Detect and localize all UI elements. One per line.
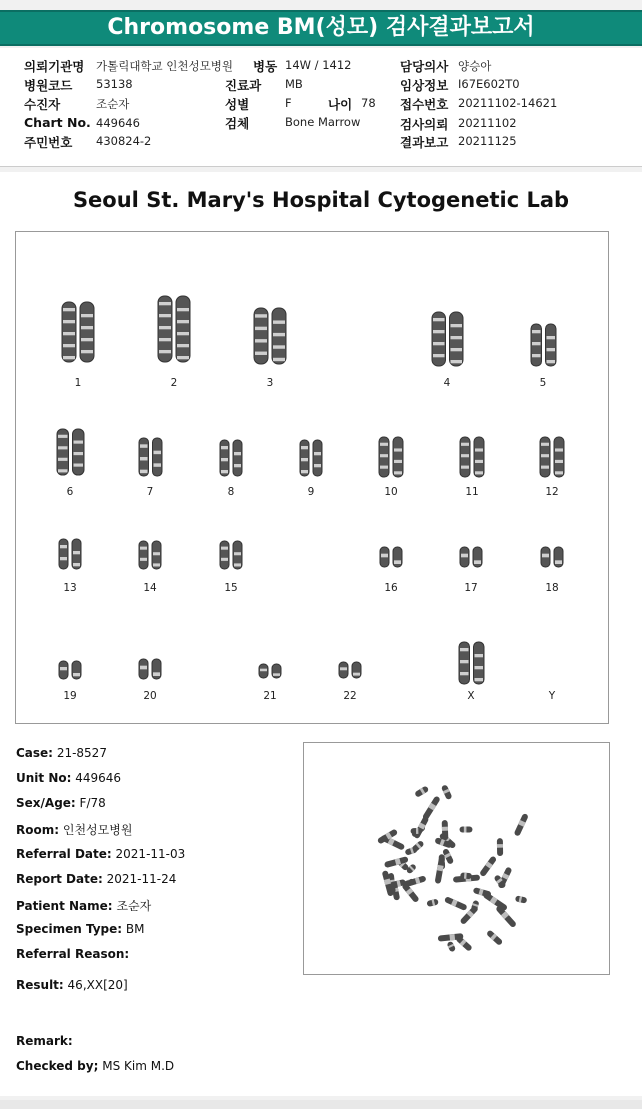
chromosome-pair-5 [529,322,558,368]
chromosome-band [474,678,483,681]
ward-value: 14W / 1412 [285,58,352,72]
chromosome-band [475,448,483,451]
specimen-label: 검체 [225,116,250,131]
chromosome-pair-22 [337,660,363,680]
chromosome-band [273,358,285,361]
chromosome-label-Y: Y [548,690,556,702]
chromosome-pair-8 [218,438,244,478]
chromosome-band [546,360,555,363]
chromosome-band [380,443,388,446]
chromosome [473,642,484,684]
chromosome-label-4: 4 [443,377,451,389]
lab-title: Seoul St. Mary's Hospital Cytogenetic Lab [72,188,570,212]
chromosome-band [301,446,308,449]
chromosome-band [177,356,189,359]
metaphase-chromosome [442,820,449,840]
chromosome-band [394,448,402,451]
chromosome [152,438,162,476]
chromosome-band [63,320,75,323]
metaphase-chromosome [410,828,422,834]
checked-by-field [16,1059,174,1073]
age-label: 나이 [328,97,353,112]
chromosome-band [394,471,402,474]
chromosome-pair-6 [55,427,86,477]
chart-value: 449646 [96,116,140,130]
chromosome-band [221,446,228,449]
chromosome-band [63,332,75,335]
chromosome-band [532,330,541,333]
metaphase-chromosome [515,895,527,903]
room-value: 인천성모병원 [62,823,133,837]
chromosome-band [314,464,321,467]
chromosome-band [234,464,241,467]
chromosome [545,324,556,366]
chromosome-band [546,348,555,351]
chromosome-band [153,463,161,466]
chromosome-band [475,460,483,463]
karyotype-report [0,172,642,1096]
chromosome-label-15: 15 [224,582,238,594]
chromosome-label-9: 9 [307,486,315,498]
chromosome-band [159,350,171,353]
metaphase-chromosome [497,838,503,856]
chromosome-band [301,458,308,461]
sexage-value: F/78 [79,796,106,810]
referral-date-label: Referral Date: [16,847,112,861]
chromosome-label-7: 7 [146,486,154,498]
chromosome-band [273,333,285,336]
chromosome-band [73,452,83,455]
chromosome-band [159,314,171,317]
request-value: 20211102 [458,116,517,130]
remark-field [16,1034,73,1048]
chromosome-band [273,320,285,323]
request-label: 검사의뢰 [400,117,449,132]
chromosome-band [60,557,67,560]
metaphase-chromosome [404,846,417,855]
chromosome-label-16: 16 [384,582,398,594]
rrn-value: 430824-2 [96,134,152,148]
chromosome-band [273,345,285,348]
chromosome-band [177,320,189,323]
chromosome-pair-20 [137,657,163,681]
chromosome-band [73,441,83,444]
chromosome-band [81,338,93,341]
chromosome-band [221,458,228,461]
chromosome-pair-7 [137,436,164,478]
result-field [16,978,128,992]
chromosome-band [546,336,555,339]
chromosome [220,541,229,569]
specimen-value: Bone Marrow [285,115,361,129]
chromosome-label-22: 22 [343,690,357,702]
chromosome-pair-16 [378,545,404,569]
chromosome-band [474,654,483,657]
chromosome-band [58,446,68,449]
metaphase-chromosome [479,855,497,877]
chromosome-band [380,454,388,457]
patient-info-panel [0,48,642,167]
chromosome-pair-2 [156,294,192,364]
case-label: Case: [16,746,53,760]
referral-date-field [16,847,185,861]
chromosome [272,664,281,678]
metaphase-image [303,742,610,975]
chromosome-pair-1 [60,300,96,364]
chromosome-band [63,356,75,359]
chromosome-band [461,466,469,469]
chromosome-band [461,443,469,446]
chromosome-pair-3 [252,306,288,366]
chromosome-band [234,563,241,566]
chromosome-band [159,302,171,305]
chromosome-band [433,330,445,333]
chromosome-band [541,443,549,446]
chromosome-band [255,339,267,342]
chromosome-band [81,350,93,353]
chromosome-label-20: 20 [143,690,157,702]
chromosome-label-5: 5 [539,377,547,389]
chromosome-band [460,672,469,675]
unit-value: 449646 [75,771,122,785]
chromosome-band [475,471,483,474]
room-field [16,821,132,838]
clinical-info-value: I67E602T0 [458,77,520,91]
chromosome-band [460,648,469,651]
chromosome-band [380,466,388,469]
chromosome-band [58,469,68,472]
chromosome-pair-11 [458,435,486,479]
chromosome [139,541,148,569]
specimen-type-value: BM [125,922,145,936]
chromosome-pair-14 [137,539,163,571]
chromosome-band [60,667,67,670]
chromosome-pair-17 [458,545,484,569]
metaphase-chromosome [441,784,453,800]
chromosome-band [474,666,483,669]
chromosome-band [58,458,68,461]
checked-by-value: MS Kim M.D [102,1059,175,1073]
unit-field [16,771,121,785]
chromosome-band [159,326,171,329]
room-label: Room: [16,823,60,837]
chromosome-label-21: 21 [263,690,277,702]
chromosome-label-6: 6 [66,486,74,498]
patient-name-value: 조순자 [116,899,152,913]
doctor-label: 담당의사 [400,59,449,74]
chromosome-label-2: 2 [170,377,178,389]
metaphase-chromosome [422,795,441,820]
chromosome-band [58,435,68,438]
chromosome-band [255,314,267,317]
metaphase-chromosome [406,875,427,887]
patient-name-field [16,897,151,914]
chromosome-band [260,669,267,672]
chromosome-band [221,470,228,473]
chromosome-band [73,563,80,566]
chromosome [474,437,484,477]
chromosome-band [221,558,228,561]
report-date-field-label: Report Date: [16,872,103,886]
chromosome-pair-13 [57,537,83,571]
chart-label: Chart No. [24,115,91,130]
chromosome-band [153,451,161,454]
chromosome-band [394,460,402,463]
chromosome-band [60,545,67,548]
chromosome [313,440,322,476]
age-value: 78 [361,96,376,110]
chromosome-band [177,308,189,311]
chromosome-band [381,554,388,558]
chromosome-band [140,547,147,550]
referral-reason-label: Referral Reason: [16,947,130,961]
chromosome-band [532,342,541,345]
chromosome-label-11: 11 [465,486,479,498]
report-date-field-value: 2021-11-24 [106,872,177,886]
result-label: Result: [16,978,64,992]
metaphase-chromosome [435,856,446,884]
chromosome-band [177,344,189,347]
chromosome-band [153,672,160,676]
chromosome-band [541,466,549,469]
chromosome-band [153,552,160,555]
chromosome-band [234,452,241,455]
chromosome-band [532,354,541,357]
chromosome-band [461,554,468,558]
chromosome-band [433,354,445,357]
chromosome [233,440,242,476]
chromosome-band [221,547,228,550]
chromosome-pair-12 [538,435,566,479]
chromosome-band [450,324,462,327]
chromosome-label-1: 1 [74,377,82,389]
metaphase-chromosome [426,899,438,907]
chromosome-label-3: 3 [266,377,274,389]
chromosome-band [140,444,148,447]
specimen-type-field [16,922,145,936]
chromosome-band [140,558,147,561]
hospital-code-label: 병원코드 [24,78,73,93]
chromosome-band [273,673,280,676]
chromosome-label-12: 12 [545,486,559,498]
referral-reason-field [16,947,129,961]
chromosome-band [394,560,401,564]
chromosome-label-8: 8 [227,486,235,498]
institution-label: 의뢰기관명 [24,59,85,74]
chromosome-band [140,666,147,670]
chromosome-band [541,454,549,457]
chromosome-band [450,348,462,351]
chromosome [554,437,564,477]
case-field [16,746,107,760]
chromosome-pair-19 [57,659,83,681]
chromosome-band [81,314,93,317]
chromosome-band [474,560,481,564]
chromosome-band [159,338,171,341]
receipt-label: 접수번호 [400,97,449,112]
clinical-info-label: 임상정보 [400,78,449,93]
chromosome-band [81,326,93,329]
chromosome-label-13: 13 [63,582,77,594]
chromosome [59,539,68,569]
dept-label: 진료과 [225,78,262,93]
metaphase-chromosome [460,872,472,879]
rrn-label: 주민번호 [24,135,73,150]
metaphase-chromosome [460,827,473,833]
chromosome-band [433,342,445,345]
sex-label: 성별 [225,97,250,112]
report-date-value: 20211125 [458,134,517,148]
chromosome-pair-18 [539,545,565,569]
sex-value: F [285,96,292,110]
chromosome-pair-4 [430,310,465,368]
chromosome-band [353,673,360,676]
chromosome-band [460,660,469,663]
chromosome-band [433,318,445,321]
chromosome-band [73,464,83,467]
chromosome-pair-21 [257,662,283,680]
chromosome-band [301,470,308,473]
chromosome-band [73,551,80,554]
chromosome-band [153,563,160,566]
chromosome-band [314,452,321,455]
chromosome-band [340,667,347,670]
chromosome-pair-15 [218,539,244,571]
chromosome-band [140,457,148,460]
remark-label: Remark: [16,1034,73,1048]
chromosome [176,296,190,362]
chromosome-band [461,454,469,457]
metaphase-chromosome [414,785,429,797]
metaphase-chromosome [444,896,468,911]
patient-label: 수진자 [24,97,61,112]
referral-date-value: 2021-11-03 [115,847,186,861]
chromosome-band [73,673,80,676]
chromosome-label-17: 17 [464,582,478,594]
patient-value: 조순자 [96,97,130,111]
chromosome-pair-9 [298,438,324,478]
metaphase-chromosome [446,941,456,953]
page-footer-strip [0,1100,642,1109]
chromosome-band [255,352,267,355]
chromosome-pair-10 [377,435,405,479]
unit-label: Unit No: [16,771,72,785]
chromosome-label-18: 18 [545,582,559,594]
report-title: Chromosome BM(성모) 검사결과보고서 [0,10,642,46]
chromosome-label-19: 19 [63,690,77,702]
chromosome-band [555,471,563,474]
chromosome-pair-X [457,640,486,686]
sexage-field [16,796,106,810]
checked-by-label: Checked by; [16,1059,99,1073]
receipt-value: 20211102-14621 [458,96,558,110]
chromosome-band [542,554,549,558]
report-date-label: 결과보고 [400,135,449,150]
metaphase-chromosome [486,929,503,946]
metaphase-chromosome [473,887,492,898]
chromosome-label-X: X [467,690,475,702]
chromosome-band [140,470,148,473]
dept-value: MB [285,77,303,91]
sexage-label: Sex/Age: [16,796,76,810]
case-value: 21-8527 [56,746,107,760]
metaphase-spread [304,743,609,974]
specimen-type-label: Specimen Type: [16,922,123,936]
chromosome-band [177,332,189,335]
ward-label: 병동 [253,59,278,74]
metaphase-chromosome [406,863,417,874]
chromosome-label-14: 14 [143,582,157,594]
result-value: 46,XX[20] [67,978,128,992]
metaphase-chromosome [514,813,529,837]
report-date-field [16,872,176,886]
chromosome-band [450,336,462,339]
chromosome-band [234,552,241,555]
hospital-code-value: 53138 [96,77,133,91]
chromosome-band [555,560,562,564]
chromosome [393,437,403,477]
chromosome-band [255,327,267,330]
chromosome-band [555,448,563,451]
chromosome-label-10: 10 [384,486,398,498]
chromosome-band [450,360,462,363]
institution-value: 가톨릭대학교 인천성모병원 [96,59,233,73]
karyogram-panel [15,231,609,724]
doctor-value: 양승아 [458,59,492,73]
chromosome-band [63,344,75,347]
chromosome-band [63,308,75,311]
chromosome-band [555,460,563,463]
patient-name-label: Patient Name: [16,899,113,913]
